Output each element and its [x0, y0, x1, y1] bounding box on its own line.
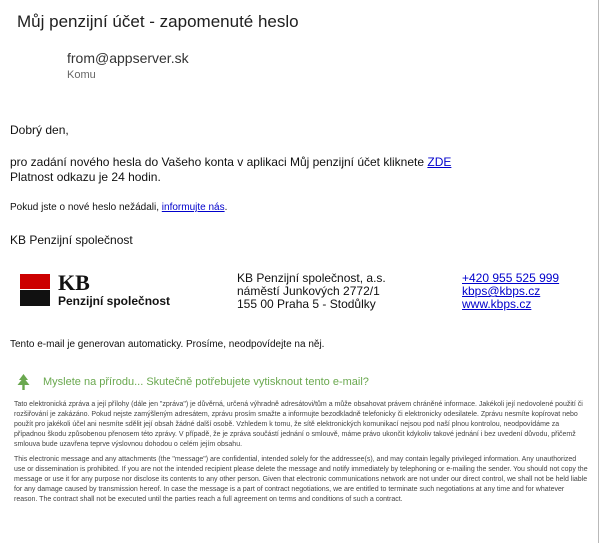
reset-link[interactable]: ZDE: [427, 155, 452, 169]
greeting: Dobrý den,: [10, 123, 69, 137]
address-line-1: KB Penzijní společnost, a.s.: [237, 271, 386, 285]
link-validity: Platnost odkazu je 24 hodin.: [10, 170, 161, 184]
kb-logo-letters: KB: [58, 270, 90, 295]
company-address: [237, 272, 386, 311]
kb-logo-mark-lower: [20, 290, 50, 306]
address-line-3: 155 00 Praha 5 - Stodůlky: [237, 297, 376, 311]
window-edge-divider: [598, 0, 599, 543]
inform-us-link[interactable]: informujte nás: [161, 202, 225, 213]
legal-disclaimer-en: This electronic message and any attachments (the "message") are confidential, intended solely for the addressee(s), and may contain legally privileged information. Any unauthorized use or dissemination is prohibited. If you are not the intended recipient please delete the message and notify immediately by telephoning or e-mailing the sender. You should not copy the message or use it for any purpose nor disclose its contents to any other person. Given that electronic communications network are not under our direct control, we shall not be held liable for any damage caused by transmission hereof. In case the message is a part of contract negotiations, we are entitled to terminate such negotiations at any time and for whatever reason. The contract shall not be executed until the parties reach a full agreement on terms and conditions of such a contract.: [14, 456, 588, 503]
kb-logo: [20, 270, 182, 310]
sender-address[interactable]: from@appserver.sk: [67, 50, 189, 66]
company-contact: [462, 272, 559, 311]
eco-message: Myslete na přírodu... Skutečně potřebujete vytisknout tento e-mail?: [43, 376, 369, 388]
website-link[interactable]: www.kbps.cz: [462, 297, 532, 311]
not-requested-notice: [10, 202, 227, 213]
reset-instruction: [10, 155, 451, 169]
email-subject: Můj penzijní účet - zapomenuté heslo: [17, 12, 299, 31]
legal-disclaimer-cz: Tato elektronická zpráva a její přílohy (dále jen "zpráva") je důvěrná, určená výhradně adresátovi/tům a může obsahovat právem chráněné informace. Jakékoli její nedovolené použití či rozšiřování je zakázáno. Pokud nejste zamýšleným adresátem, zprávu prosím smažte a informujte bezodkladně telefonicky či elektronicky odesilatele. Zprávu nesmíte kopírovat nebo použít pro jakékoli účel ani nesmíte sdělit její obsah žádné další osobě. Vzhledem k tomu, že sítě elektronických komunikací nejsou pod naší plnou kontrolou, neodpovídáme za případnou škodu způsobenou přenosem této zprávy. V případě, že je zpráva součástí jednání o smlouvě, máme právo ukončit kdykoliv takové jednání i bez uvedení důvodu, přičemž smlouva bude uzavřena teprve výslovnou dohodou o celém jejím obsahu.: [14, 401, 583, 448]
notice-period: .: [224, 202, 228, 213]
auto-generated-notice: Tento e-mail je generovan automaticky. Prosíme, neodpovídejte na něj.: [10, 339, 325, 350]
email-link[interactable]: kbps@kbps.cz: [462, 284, 541, 298]
phone-link[interactable]: +420 955 525 999: [462, 271, 560, 285]
recipient-label: Komu: [67, 69, 96, 81]
tree-icon: [17, 374, 30, 390]
reset-instruction-text: pro zadání nového hesla do Vašeho konta v aplikaci Můj penzijní účet kliknete: [10, 155, 428, 169]
kb-logo-subtitle: Penzijní společnost: [58, 294, 171, 308]
address-line-2: náměstí Junkových 2772/1: [237, 284, 380, 298]
signature: KB Penzijní společnost: [10, 233, 133, 247]
notice-text: Pokud jste o nové heslo nežádali,: [10, 202, 162, 213]
